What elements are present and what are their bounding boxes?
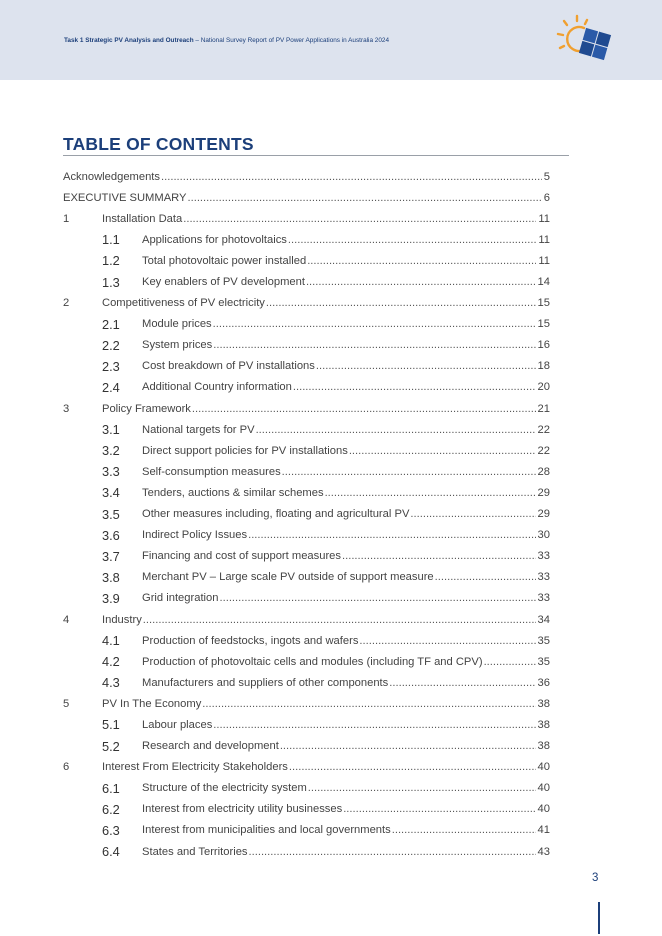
toc-entry-leader: [484, 656, 536, 668]
toc-entry-number: 6.4: [102, 844, 120, 860]
toc-entry-number: 3.6: [102, 527, 120, 543]
toc-entry-label: Merchant PV – Large scale PV outside of support measure: [142, 571, 434, 584]
toc-entry-label: Competitiveness of PV electricity: [102, 297, 265, 310]
toc-entry-leader: [288, 234, 536, 246]
toc-entry-leader: [282, 466, 536, 478]
toc-entry-number: 4.2: [102, 654, 120, 670]
toc-entry[interactable]: [63, 398, 550, 419]
toc-entry-leader: [202, 698, 535, 710]
toc-entry-leader: [213, 339, 535, 351]
page-number: 3: [592, 872, 599, 884]
toc-entry-number: 4: [63, 613, 70, 626]
toc-entry-page: 14: [537, 276, 550, 289]
toc-entry-page: 20: [537, 381, 550, 394]
toc-entry-label: Self-consumption measures: [142, 465, 281, 478]
toc-entry-number: 3.9: [102, 590, 120, 606]
toc-entry-leader: [392, 824, 536, 836]
toc-entry-label: Applications for photovoltaics: [142, 233, 287, 246]
toc-entry[interactable]: [63, 820, 550, 841]
footer-rule: [598, 902, 600, 934]
toc-entry-page: 21: [537, 402, 550, 415]
toc-entry-label: Interest from electricity utility businesses: [142, 803, 343, 816]
toc-entry-label: Installation Data: [102, 212, 183, 225]
toc-entry-page: 15: [537, 297, 550, 310]
toc-entry-label: Production of photovoltaic cells and modules (including TF and CPV): [142, 655, 483, 668]
toc-entry[interactable]: [63, 609, 550, 630]
toc-entry[interactable]: [63, 293, 550, 314]
toc-entry[interactable]: [63, 504, 550, 525]
toc-entry-number: 3.5: [102, 506, 120, 522]
toc-entry[interactable]: [63, 588, 550, 609]
toc-entry-number: 3: [63, 402, 70, 415]
toc-entry-leader: [143, 614, 536, 626]
toc-entry-page: 38: [537, 718, 550, 731]
toc-entry-label: States and Territories: [142, 845, 248, 858]
toc-entry-page: 35: [537, 655, 550, 668]
toc-entry-page: 40: [537, 761, 550, 774]
header-title-bold: Task 1 Strategic PV Analysis and Outreach: [64, 37, 194, 44]
toc-entry[interactable]: [63, 356, 550, 377]
toc-entry-leader: [213, 318, 536, 330]
toc-entry[interactable]: [63, 546, 550, 567]
toc-entry-leader: [389, 677, 535, 689]
toc-entry-leader: [183, 213, 536, 225]
toc-entry-page: 5: [543, 170, 550, 183]
toc-entry-label: Structure of the electricity system: [142, 782, 307, 795]
toc-entry-leader: [343, 803, 535, 815]
header-title: [64, 37, 389, 44]
toc-entry-label: Manufacturers and suppliers of other components: [142, 676, 389, 689]
toc-entry-number: 3.7: [102, 548, 120, 564]
toc-entry-leader: [435, 571, 536, 583]
toc-entry-label: Policy Framework: [102, 402, 191, 415]
toc-entry-label: National targets for PV: [142, 423, 255, 436]
toc-divider: [63, 155, 569, 156]
toc-entry[interactable]: [63, 271, 550, 292]
toc-entry-number: 3.4: [102, 485, 120, 501]
toc-entry-label: Financing and cost of support measures: [142, 550, 341, 563]
toc-entry-label: Labour places: [142, 718, 213, 731]
toc-entry-page: 11: [538, 254, 550, 267]
toc-entry-leader: [325, 487, 536, 499]
toc-entry-number: 6.3: [102, 822, 120, 838]
toc-entry-number: 5: [63, 697, 70, 710]
toc-entry[interactable]: [63, 841, 550, 862]
toc-entry-leader: [306, 276, 536, 288]
toc-entry-number: 3.1: [102, 422, 120, 438]
toc-entry-page: 35: [537, 634, 550, 647]
toc-entry-page: 22: [537, 423, 550, 436]
toc-entry[interactable]: [63, 335, 550, 356]
toc-entry-leader: [316, 360, 536, 372]
toc-entry-page: 36: [537, 676, 550, 689]
toc-entry-label: System prices: [142, 339, 213, 352]
toc-entry-leader: [280, 740, 536, 752]
toc-entry-label: Interest from municipalities and local governments: [142, 824, 391, 837]
toc-entry-page: 30: [537, 529, 550, 542]
toc-entry-page: 38: [537, 740, 550, 753]
toc-entry[interactable]: [63, 419, 550, 440]
toc-entry[interactable]: [63, 461, 550, 482]
toc-entry-page: 33: [537, 592, 550, 605]
toc-entry-leader: [307, 255, 536, 267]
toc-entry-number: 1.1: [102, 232, 120, 248]
toc-entry[interactable]: [63, 736, 550, 757]
toc-entry-page: 22: [537, 444, 550, 457]
toc-entry-label: Other measures including, floating and agricultural PV: [142, 508, 410, 521]
toc-entry-page: 33: [537, 571, 550, 584]
toc-entry-number: 1: [63, 212, 70, 225]
toc-entry-number: 5.1: [102, 717, 120, 733]
toc-entry-number: 2.2: [102, 337, 120, 353]
toc-entry[interactable]: [63, 314, 550, 335]
toc-entry-page: 41: [537, 824, 550, 837]
toc-entry[interactable]: [63, 778, 550, 799]
toc-entry-leader: [349, 445, 536, 457]
toc-entry[interactable]: [63, 440, 550, 461]
toc-entry[interactable]: [63, 525, 550, 546]
toc-entry[interactable]: [63, 672, 550, 693]
toc-entry-leader: [248, 529, 535, 541]
toc-entry-page: 29: [537, 508, 550, 521]
toc-entry-number: 5.2: [102, 738, 120, 754]
toc-entry[interactable]: [63, 250, 550, 271]
toc-entry-leader: [410, 508, 535, 520]
toc-entry-label: Indirect Policy Issues: [142, 529, 248, 542]
toc-entry-page: 43: [537, 845, 550, 858]
toc-entry-leader: [289, 761, 536, 773]
toc-entry[interactable]: [63, 714, 550, 735]
toc-entry-leader: [256, 424, 536, 436]
toc-entry-leader: [213, 719, 535, 731]
toc-entry-label: Cost breakdown of PV installations: [142, 360, 315, 373]
toc-entry[interactable]: [63, 693, 550, 714]
toc-entry-label: Key enablers of PV development: [142, 276, 305, 289]
toc-entry-number: 3.8: [102, 569, 120, 585]
toc-entry-number: 1.3: [102, 274, 120, 290]
toc-entry-number: 4.3: [102, 675, 120, 691]
toc-entry-label: Additional Country information: [142, 381, 292, 394]
toc-entry-page: 40: [537, 803, 550, 816]
page-header: [0, 0, 662, 80]
toc-entry[interactable]: [63, 377, 550, 398]
toc-entry-label: Interest From Electricity Stakeholders: [102, 761, 288, 774]
toc-entry-number: 2.1: [102, 316, 120, 332]
toc-entry-number: 6.2: [102, 801, 120, 817]
toc-entry[interactable]: [63, 630, 550, 651]
toc-list: [63, 166, 550, 862]
toc-entry-number: 2: [63, 297, 70, 310]
toc-entry-label: EXECUTIVE SUMMARY: [63, 191, 187, 204]
toc-entry-number: 6.1: [102, 780, 120, 796]
toc-entry[interactable]: [63, 651, 550, 672]
toc-entry-page: 38: [537, 697, 550, 710]
toc-entry-label: Tenders, auctions & similar schemes: [142, 486, 324, 499]
toc-entry-number: 2.4: [102, 379, 120, 395]
toc-entry-label: Total photovoltaic power installed: [142, 254, 307, 267]
toc-entry-label: Module prices: [142, 318, 212, 331]
toc-entry-label: Acknowledgements: [63, 170, 161, 183]
toc-entry-page: 18: [537, 360, 550, 373]
toc-entry[interactable]: [63, 229, 550, 250]
toc-entry[interactable]: [63, 799, 550, 820]
toc-entry-leader: [161, 171, 542, 183]
toc-entry[interactable]: [63, 482, 550, 503]
toc-entry[interactable]: [63, 757, 550, 778]
toc-entry-leader: [293, 381, 536, 393]
toc-entry-number: 4.1: [102, 633, 120, 649]
toc-entry-leader: [308, 782, 536, 794]
toc-entry-number: 2.3: [102, 358, 120, 374]
toc-entry-leader: [192, 403, 536, 415]
sun-solar-panel-icon: [554, 14, 616, 68]
toc-entry-number: 1.2: [102, 253, 120, 269]
toc-entry-page: 40: [537, 782, 550, 795]
toc-entry-page: 11: [538, 212, 550, 225]
toc-entry-label: Production of feedstocks, ingots and wafers: [142, 634, 359, 647]
toc-entry[interactable]: [63, 166, 550, 187]
header-title-rest: – National Survey Report of PV Power Applications in Australia 2024: [193, 37, 390, 44]
toc-title: TABLE OF CONTENTS: [63, 134, 254, 154]
toc-entry-number: 3.3: [102, 464, 120, 480]
toc-entry-page: 11: [538, 233, 550, 246]
toc-entry[interactable]: [63, 208, 550, 229]
toc-entry-number: 3.2: [102, 443, 120, 459]
toc-entry-leader: [342, 550, 536, 562]
toc-entry-label: PV In The Economy: [102, 697, 202, 710]
toc-entry-leader: [266, 297, 536, 309]
toc-entry[interactable]: [63, 567, 550, 588]
toc-entry-page: 6: [543, 191, 550, 204]
toc-entry-page: 29: [537, 486, 550, 499]
toc-entry-page: 28: [537, 465, 550, 478]
toc-entry-page: 33: [537, 550, 550, 563]
toc-entry-leader: [359, 635, 535, 647]
toc-entry[interactable]: [63, 187, 550, 208]
toc-entry-leader: [249, 846, 536, 858]
toc-entry-number: 6: [63, 761, 70, 774]
toc-entry-label: Grid integration: [142, 592, 219, 605]
toc-entry-page: 15: [537, 318, 550, 331]
toc-entry-page: 16: [537, 339, 550, 352]
toc-entry-label: Industry: [102, 613, 142, 626]
toc-entry-leader: [188, 192, 542, 204]
toc-entry-label: Research and development: [142, 740, 279, 753]
toc-entry-page: 34: [537, 613, 550, 626]
toc-entry-leader: [220, 592, 536, 604]
toc-entry-label: Direct support policies for PV installations: [142, 444, 348, 457]
